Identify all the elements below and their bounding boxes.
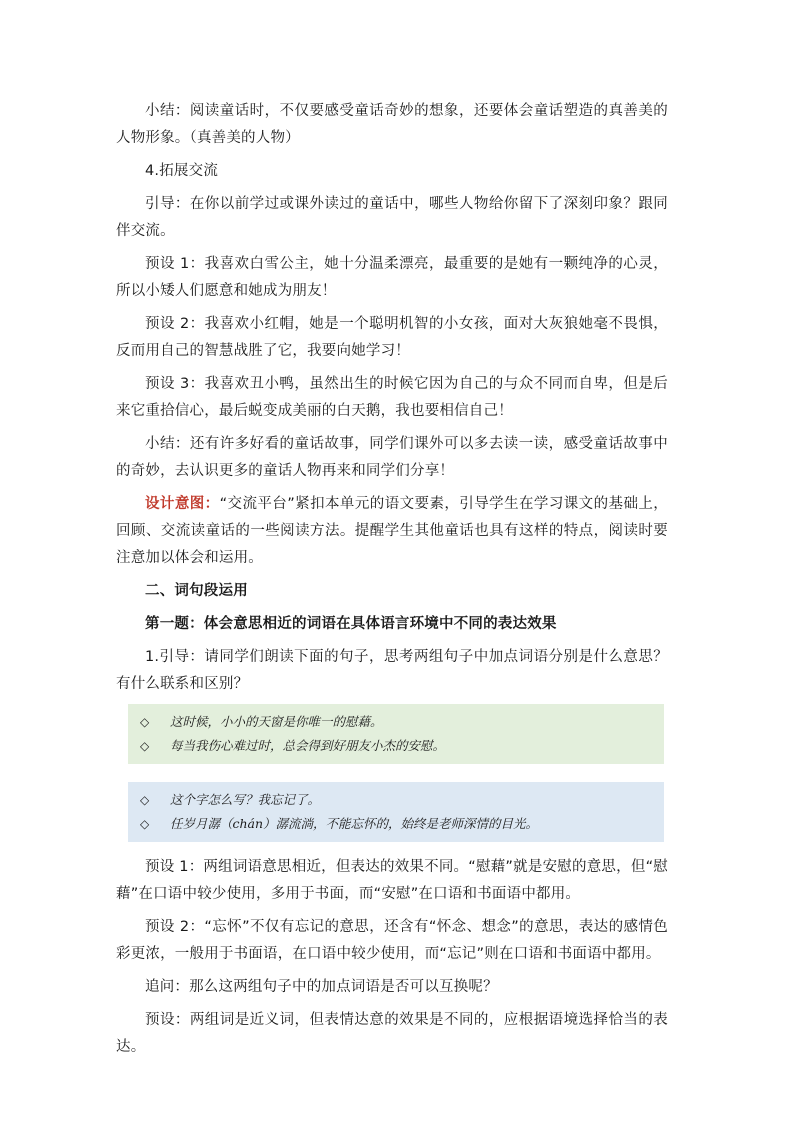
follow-up-question: 追问：那么这两组句子中的加点词语是否可以互换呢？	[145, 979, 498, 995]
diamond-bullet-icon: ◇	[140, 817, 150, 831]
example-sentence-row	[140, 812, 652, 836]
preset-1-paragraph: 预设 1：我喜欢白雪公主，她十分温柔漂亮，最重要的是她有一颗纯净的心灵，所以小矮人们愿意和她成为朋友！	[116, 256, 668, 299]
design-intent-label: 设计意图：	[145, 496, 220, 512]
guide-1-paragraph: 1.引导：请同学们朗读下面的句子，思考两组句子中加点词语分别是什么意思？有什么联系和区别？	[116, 649, 668, 692]
section-2-title: 二、词句段运用	[145, 583, 248, 599]
diamond-bullet-icon: ◇	[140, 739, 150, 753]
guide-paragraph: 引导：在你以前学过或课外读过的童话中，哪些人物给你留下了深刻印象？跟同伴交流。	[116, 196, 668, 239]
preset-paragraph-b: 预设 2：“忘怀”不仅有忘记的意思，还含有“怀念、想念”的意思，表达的感情色彩更浓，一般用于书面语，在口语中较少使用，而“忘记”则在口语和书面语中都用。	[116, 919, 668, 962]
task-1-title: 第一题：体会意思相近的词语在具体语言环境中不同的表达效果	[145, 616, 557, 632]
preset-paragraph-a: 预设 1：两组词语意思相近，但表达的效果不同。“慰藉”就是安慰的意思，但“慰藉”在口语中较少使用，多用于书面，而“安慰”在口语和书面语中都用。	[116, 859, 668, 902]
document-body	[116, 98, 668, 1067]
summary-paragraph-2: 小结：还有许多好看的童话故事，同学们课外可以多去读一读，感受童话故事中的奇妙，去认识更多的童话人物再来和同学们分享！	[116, 436, 668, 479]
example-sentence: 任岁月潺（chán）潺流淌，不能忘怀的，始终是老师深情的目光。	[170, 816, 539, 831]
example-sentence: 这时候，小小的天窗是你唯一的慰藉。	[170, 714, 383, 729]
example-box-green	[128, 704, 664, 764]
summary-paragraph-1: 小结：阅读童话时，不仅要感受童话奇妙的想象，还要体会童话塑造的真善美的人物形象。（真善美的人物）	[116, 103, 668, 146]
design-intent-text: “交流平台”紧扣本单元的语文要素，引导学生在学习课文的基础上，回顾、交流读童话的一些阅读方法。提醒学生其他童话也具有这样的特点，阅读时要注意加以体会和运用。	[116, 496, 668, 566]
design-intent-paragraph	[116, 491, 668, 572]
preset-3-paragraph: 预设 3：我喜欢丑小鸭，虽然出生的时候它因为自己的与众不同而自卑，但是后来它重拾信心，最后蜕变成美丽的白天鹅，我也要相信自己！	[116, 376, 668, 419]
example-sentence-row	[140, 788, 652, 812]
preset-2-paragraph: 预设 2：我喜欢小红帽，她是一个聪明机智的小女孩，面对大灰狼她毫不畏惧，反而用自己的智慧战胜了它，我要向她学习！	[116, 316, 668, 359]
example-box-blue	[128, 782, 664, 842]
example-sentence: 这个字怎么写？我忘记了。	[170, 792, 321, 807]
example-sentence-row	[140, 710, 652, 734]
example-sentence: 每当我伤心难过时，总会得到好朋友小杰的安慰。	[170, 738, 446, 753]
diamond-bullet-icon: ◇	[140, 793, 150, 807]
section-4-heading: 4.拓展交流	[145, 163, 219, 179]
preset-paragraph-c: 预设：两组词是近义词，但表情达意的效果是不同的，应根据语境选择恰当的表达。	[116, 1012, 668, 1055]
diamond-bullet-icon: ◇	[140, 715, 150, 729]
example-sentence-row	[140, 734, 652, 758]
